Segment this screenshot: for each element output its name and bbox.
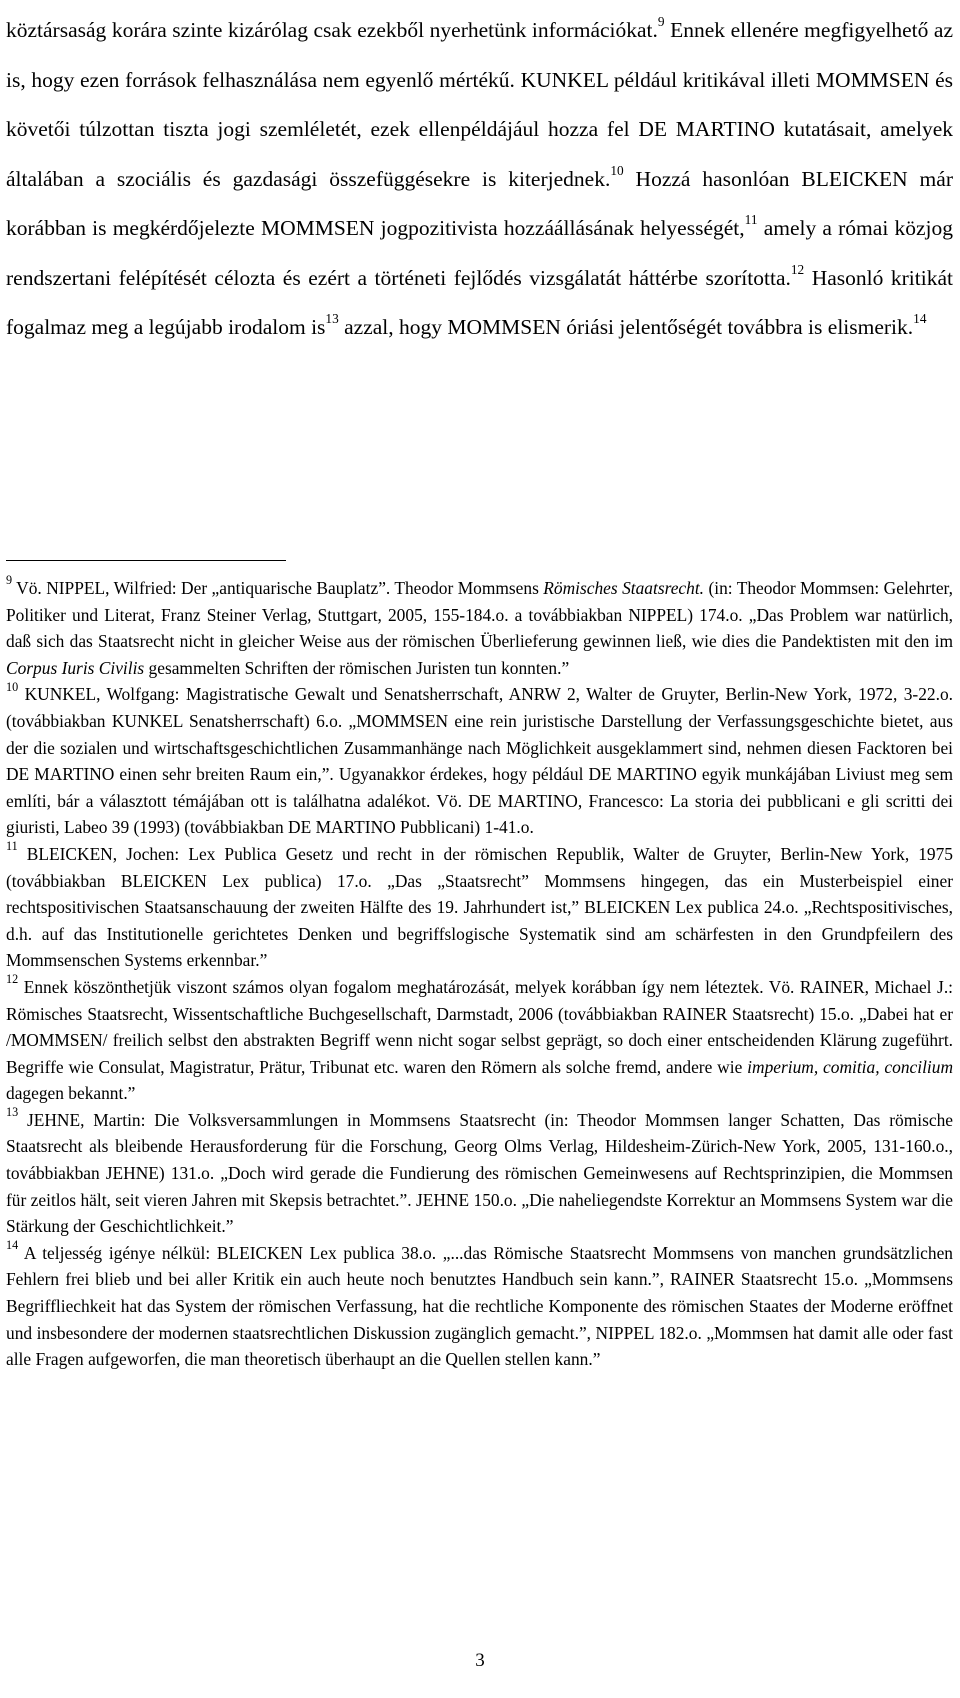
footnote-ref-10[interactable]: 10	[610, 162, 624, 178]
italic-terms: imperium, comitia, concilium	[747, 1056, 954, 1077]
text-run: gesammelten Schriften der römischen Juristen tun konnten.”	[144, 657, 570, 678]
footnote-number: 11	[6, 839, 18, 854]
footnote-9	[6, 575, 953, 681]
page-number: 3	[475, 1650, 485, 1671]
footnote-ref-14[interactable]: 14	[913, 311, 927, 327]
text-run: amely a római közjog rendszertani felépítését célozta és ezért a történeti fejlődés vizsgálatát háttérbe szorította.	[6, 216, 953, 290]
italic-title: Römisches Staatsrecht.	[543, 578, 705, 598]
footnote-ref-13[interactable]: 13	[325, 311, 339, 327]
footnote-number: 14	[6, 1238, 19, 1253]
footnote-10	[6, 681, 953, 841]
main-paragraph	[6, 6, 953, 353]
text-run: A teljesség igénye nélkül: BLEICKEN Lex publica 38.o. „...das Römische Staatsrecht Mommsens von manchen grundsätzlichen Fehlern frei blieb und bei aller Kritik ein auch heute noch benutztes Handbuch sein kann.”, RAINER Staatsrecht 15.o. „Mommsens Begriffliechkeit hat das System der römischen Verfassung, hat die rechtliche Komponente des römischen Staates der Moderne eröffnet und insbesondere der modernen staatsrechtlichen Diskussion zugänglich gemacht.”, NIPPEL 182.o. „Mommsen hat damit alle oder fast alle Fragen aufgeworfen, die man theoretisch überhaupt an die Quellen stellen kann.”	[6, 1242, 953, 1370]
footnote-13	[6, 1107, 953, 1240]
text-run: Hasonló kritikát fogalmaz meg a legújabb irodalom is	[6, 265, 953, 339]
footnote-number: 10	[6, 679, 19, 694]
footnote-number: 9	[6, 573, 13, 588]
footnote-separator	[6, 560, 286, 561]
footnote-ref-12[interactable]: 12	[790, 261, 805, 277]
text-run: Hozzá hasonlóan BLEICKEN már korábban is megkérdőjelezte MOMMSEN jogpozitivista hozzáállásának helyességét,	[6, 166, 953, 240]
text-run: Ennek köszönthetjük viszont számos olyan fogalom meghatározását, melyek korábban így nem léteztek. Vö. RAINER, Michael J.: Römisches Staatsrecht, Wissentschaftliche Buchgesellschaft, Darmstadt, 2006 (továbbiakban RAINER Staatsrecht) 15.o. „Dabei hat er /MOMMSEN/ freilich selbst den abstrakten Begriff wenn nicht sogar selbst geprägt, so doch einer entscheidenden Klärung zugeführt. Begriffe wie Consulat, Magistratur, Prätur, Tribunat etc. waren den Römern als solche fremd, andere wie	[6, 976, 953, 1077]
text-run: BLEICKEN, Jochen: Lex Publica Gesetz und recht in der römischen Republik, Walter de Gruyter, Berlin-New York, 1975 (továbbiakban BLEICKEN Lex publica) 17.o. „Das „Staatsrecht” Mommsens hingegen, das ein Musterbeispiel einer rechtspositivischen Staatsanschauung der zweiten Hälfte des 19. Jahrhundert ist,” BLEICKEN Lex publica 24.o. „Rechtspositivisches, d.h. auf das Institutionelle gerichtetes Denken und begriffslogische Systematik sind am schärfesten in den Grundpfeilern des Mommsenschen Systems erkennbar.”	[6, 843, 953, 971]
text-run: azzal, hogy MOMMSEN óriási jelentőségét továbbra is elismerik.	[338, 315, 914, 339]
text-run: Vö. NIPPEL, Wilfried: Der „antiquarische Bauplatz”. Theodor Mommsens	[12, 578, 544, 598]
footnote-number: 13	[6, 1105, 19, 1120]
footnote-number: 12	[6, 972, 19, 987]
footnote-11	[6, 841, 953, 974]
text-run: KUNKEL, Wolfgang: Magistratische Gewalt und Senatsherrschaft, ANRW 2, Walter de Gruyter, Berlin-New York, 1972, 3-22.o. (továbbiakban KUNKEL Senatsherrschaft) 6.o. „MOMMSEN eine rein juristische Darstellung der Verfassungsgeschichte bietet, aus der die sozialen und wirtschaftsgeschichtlichen Zusammanhänge nach Möglichkeit ausgeklammert sind, nehmen diesen Facktoren bei DE MARTINO einen sehr breiten Raum ein,”. Ugyanakkor érdekes, hogy például DE MARTINO egyik munkájában Liviust meg sem említi, bár a választott témájában ott is találhatna adalékot. Vö. DE MARTINO, Francesco: La storia dei pubblicani e gli scritti dei giuristi, Labeo 39 (1993) (továbbiakban DE MARTINO Pubblicani) 1-41.o.	[6, 684, 953, 838]
footnote-ref-9[interactable]: 9	[657, 14, 665, 30]
text-run: Ennek ellenére megfigyelhető az is, hogy ezen források felhasználása nem egyenlő mértékű. KUNKEL például kritikával illeti MOMMSEN és követői túlzottan tiszta jogi szemléletét, ezek ellenpéldájául hozza fel DE MARTINO kutatásait, amelyek általában a szociális és gazdasági összefüggésekre is kiterjednek.	[6, 18, 953, 191]
footnotes	[6, 575, 953, 1373]
italic-title: Corpus Iuris Civilis	[6, 657, 145, 678]
footnote-14	[6, 1240, 953, 1373]
text-run: JEHNE, Martin: Die Volksversammlungen in Mommsens Staatsrecht (in: Theodor Mommsen langer Schatten, Das römische Staatsrecht als bleibende Herausforderung für die Forschung, Georg Olms Verlag, Hildesheim-Zürich-New York, 2005, 131-160.o., továbbiakban JEHNE) 131.o. „Doch wird gerade die Fundierung des römischen Gemeinwesens auf Rechtsprinzipien, die Mommsen für zeitlos hält, seit vieren Jahren mit Skepsis betrachtet.”. JEHNE 150.o. „Die naheliegendste Korrektur an Mommsens System war die Stärkung der Geschichtlichkeit.”	[6, 1109, 953, 1237]
footnote-12	[6, 974, 953, 1107]
text-run: köztársaság korára szinte kizárólag csak ezekből nyerhetünk információkat.	[6, 18, 658, 42]
text-run: (in: Theodor Mommsen: Gelehrter, Politiker und Literat, Franz Steiner Verlag, Stuttgart, 2005, 155-184.o. a továbbiakban NIPPEL) 174.o. „Das Problem war natürlich, daß sich das Staatsrecht nicht in gleicher Weise aus der römischen Überlieferung gewinnen ließ, wie dies die Pandektisten mit den im	[6, 578, 953, 652]
main-text	[6, 6, 953, 353]
text-run: dagegen bekannt.”	[6, 1083, 136, 1104]
footnote-ref-11[interactable]: 11	[744, 212, 758, 228]
